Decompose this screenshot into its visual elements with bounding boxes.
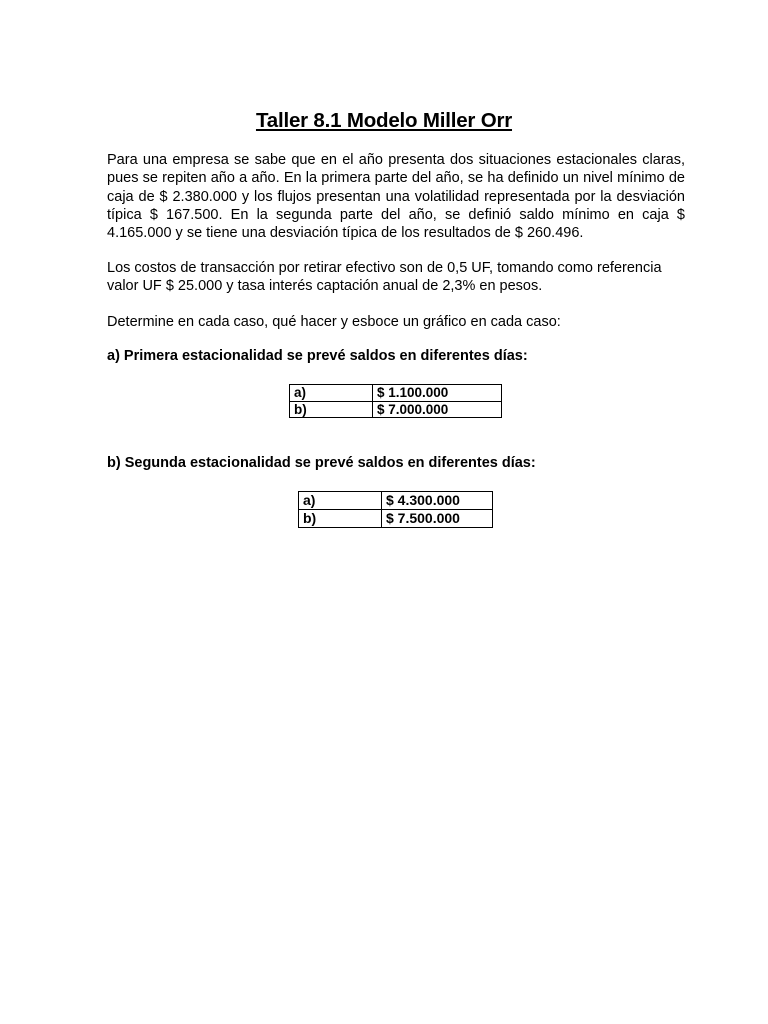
table-row [299,510,493,528]
intro-paragraph: Para una empresa se sabe que en el año presenta dos situaciones estacionales claras, pues se repiten año a año. En la primera parte del año, se ha definido un nivel mínimo de caja de $ 2.380.000 y los flujos presentan una volatilidad representada por la desviación típica $ 167.500. En la segunda parte del año, se definió saldo mínimo en caja $ 4.165.000 y se tiene una desviación típica de los resultados de $ 260.496. [107,152,685,242]
section-heading-first-season: a) Primera estacionalidad se prevé saldos en diferentes días: [107,348,528,364]
row-value: $ 1.100.000 [373,385,502,402]
table-row [290,385,502,402]
row-value: $ 4.300.000 [382,492,493,510]
first-season-balances-table [289,384,502,418]
instruction-paragraph: Determine en cada caso, qué hacer y esboce un gráfico en cada caso: [107,314,561,330]
row-value: $ 7.000.000 [373,401,502,418]
row-label: b) [290,401,373,418]
row-label: a) [299,492,382,510]
table-row [290,401,502,418]
row-label: b) [299,510,382,528]
row-value: $ 7.500.000 [382,510,493,528]
second-season-balances-table [298,491,493,528]
transaction-costs-paragraph: Los costos de transacción por retirar efectivo son de 0,5 UF, tomando como referencia valor UF $ 25.000 y tasa interés captación anual de 2,3% en pesos. [107,260,662,295]
row-label: a) [290,385,373,402]
section-heading-second-season: b) Segunda estacionalidad se prevé saldos en diferentes días: [107,455,536,471]
table-row [299,492,493,510]
document-title: Taller 8.1 Modelo Miller Orr [255,109,513,132]
